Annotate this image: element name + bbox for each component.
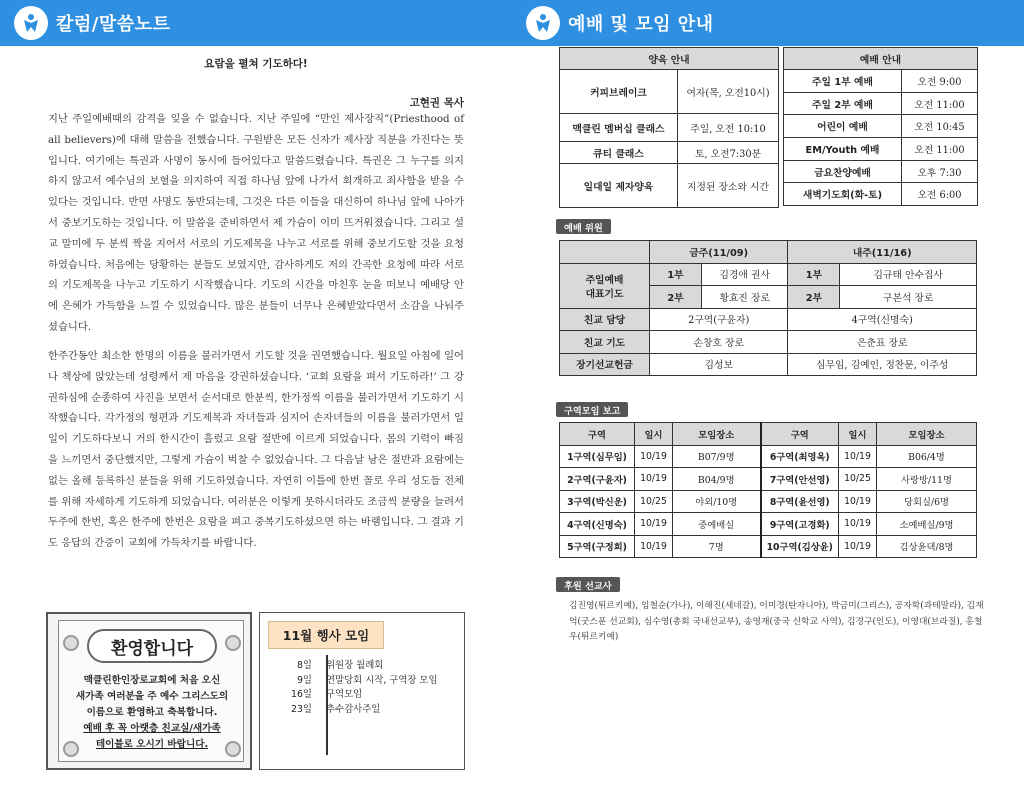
district-date: 10/19 — [635, 513, 673, 536]
welcome-message — [63, 673, 241, 753]
table-row — [560, 308, 977, 331]
column-paragraph-1: 지난 주일예배때의 감격을 잊을 수 없습니다. 지난 주일에 “만인 제사장직”(Priesthood of all believers)에 대해 말씀을 전했습니다. 구원받은 모든 신자가 제사장 직분을 가진다는 뜻입니다. 여기에는 특권과 사명이 동시에 들어있다고 말씀드렸습니다. 특권은 그 누구를 의지하지 않고서 예수님의 보혈을 의지하여 직접 하나님 앞에 나가서 회개하고 죄사함을 받을 수 있다는 것입니다. 반면 사명도 동반되는데, 그것은 다른 이들을 대신하여 하나님 앞에 나아가서 중보기도하는 것입니다. 이 말씀을 준비하면서 제 가슴이 이미 뜨거워졌습니다. 그리고 설교 말미에 두 분씩 짝을 지어서 서로의 기도제목을 나누고 서로를 위해 중보기도할 것을 요청하였습니다. 처음에는 당황하는 분들도 보였지만, 감사하게도 저의 간곡한 요청에 따라 서로의 기도제목을 나누고 기도하기 시작했습니다. 기도의 시간을 마친후 눈을 떠보니 예배당 안에 은혜가 가득함을 느낄 수 있었습니다. 많은 분들이 너무나 은혜받았다면서 소감을 나눠주셨습니다. — [48, 113, 464, 333]
table-row — [784, 138, 978, 161]
right-header — [512, 0, 1024, 46]
committee-fprayer-next: 은춘표 장로 — [788, 331, 977, 354]
table-row — [560, 114, 779, 142]
nurture-table — [559, 47, 779, 208]
event-name: 구역모임 — [326, 689, 363, 700]
committee-prayer-label-line: 주일예배 — [585, 274, 624, 286]
district-place: 야외/10명 — [673, 490, 761, 513]
events-title: 11월 행사 모임 — [268, 621, 384, 649]
worship-time: 오전 10:45 — [902, 115, 978, 138]
committee-mission-label: 장기선교헌금 — [560, 353, 650, 376]
district-area: 3구역(박신운) — [560, 490, 635, 513]
right-header-title: 예배 및 모임 안내 — [568, 14, 714, 35]
table-row — [560, 490, 977, 513]
nurture-when: 여자(목, 오전10시) — [678, 70, 779, 114]
committee-svc: 2부 — [650, 286, 702, 309]
district-date: 10/25 — [635, 490, 673, 513]
district-place: 소예배실/9명 — [877, 513, 977, 536]
events-list — [278, 659, 458, 717]
nurture-name: 큐티 클래스 — [560, 142, 678, 164]
worship-name: 주일 2부 예배 — [784, 92, 902, 115]
worship-time: 오전 11:00 — [902, 92, 978, 115]
committee-table — [559, 240, 977, 376]
district-place: 김상윤댁/8명 — [877, 535, 977, 558]
committee-prayer-label — [560, 263, 650, 308]
committee-corner — [560, 241, 650, 264]
committee-svc: 1부 — [788, 263, 840, 286]
nurture-when: 토, 오전7:30분 — [678, 142, 779, 164]
worship-name: 새벽기도회(화-토) — [784, 183, 902, 206]
table-row — [560, 164, 779, 208]
district-place: 당회실/6명 — [877, 490, 977, 513]
district-date: 10/19 — [839, 513, 877, 536]
nurture-name: 맥클린 멤버십 클래스 — [560, 114, 678, 142]
table-row — [560, 241, 977, 264]
district-date: 10/19 — [635, 445, 673, 468]
table-row — [784, 183, 978, 206]
event-date: 8일 — [296, 660, 312, 671]
district-area: 1구역(심무임) — [560, 445, 635, 468]
welcome-line: 테이블로 오시기 바랍니다. — [95, 739, 209, 750]
welcome-title: 환영합니다 — [110, 638, 194, 659]
district-date: 10/19 — [635, 535, 673, 558]
event-item — [278, 688, 458, 703]
worship-name: 금요찬양예배 — [784, 160, 902, 183]
committee-this-1: 김경애 권사 — [702, 263, 788, 286]
missionaries-list: 김진영(튀르키예), 임철순(가나), 이해진(세네갈), 이미경(탄자니아), 박금미(그리스), 공자학(과테말라), 김재억(굿스푼 선교회), 심수영(총회 국내선교부), 송영재(중국 신학교 사역), 김경구(인도), 이영대(브라질), 홍철우(튀르키예) — [569, 601, 984, 642]
committee-svc: 1부 — [650, 263, 702, 286]
committee-next-week: 내주(11/16) — [788, 241, 977, 264]
table-row — [560, 70, 779, 114]
event-item — [278, 703, 458, 718]
worship-name: 주일 1부 예배 — [784, 70, 902, 93]
district-place: 7명 — [673, 535, 761, 558]
welcome-box — [46, 612, 252, 770]
district-area: 9구역(고경화) — [761, 513, 839, 536]
event-name: 연말당회 시작, 구역장 모임 — [326, 674, 438, 686]
nurture-when: 지정된 장소와 시간 — [678, 164, 779, 208]
committee-this-week: 금주(11/09) — [650, 241, 788, 264]
table-row — [560, 513, 977, 536]
event-name: 위원장 월례회 — [326, 660, 384, 671]
district-area: 5구역(구정희) — [560, 535, 635, 558]
district-place: B06/4명 — [877, 445, 977, 468]
committee-fellowship-label: 친교 담당 — [560, 308, 650, 331]
left-header-title: 칼럼/말씀노트 — [56, 14, 171, 35]
committee-fprayer-label: 친교 기도 — [560, 331, 650, 354]
church-logo-icon — [14, 6, 48, 40]
flower-icon — [63, 635, 79, 651]
worship-header: 예배 안내 — [784, 48, 978, 70]
column-author: 고현권 목사 — [409, 97, 464, 109]
committee-prayer-label-line: 대표기도 — [585, 288, 624, 300]
nurture-when: 주일, 오전 10:10 — [678, 114, 779, 142]
district-head-date: 일시 — [635, 423, 673, 446]
church-logo-icon — [526, 6, 560, 40]
welcome-line: 이름으로 환영하고 축복합니다. — [86, 707, 218, 718]
table-row — [560, 331, 977, 354]
district-head-place: 모임장소 — [673, 423, 761, 446]
column-paragraph-2: 한주간동안 최소한 한명의 이름을 불러가면서 기도할 것을 권면했습니다. 월요일 아침에 일어나 책상에 앉았는데 성령께서 제 마음을 강권하셨습니다. ‘교회 요람을 펴서 기도하라!’ 그 강권하심에 순종하여 사진을 보면서 순서대로 한분씩, 한가정씩 이름을 불러가면서 기도하기 시작했습니다. 각가정의 형편과 기도제목과 자녀들과 심지어 손자녀들의 이름을 불러가면서 일일이 기도하다보니 거의 한시간이 흘렀고 요람 절반에 이르게 되었습니다. 몸의 기력이 빠짐을 느끼면서 중단했지만, 그렇게 가슴이 벅찰 수 없었습니다. 그 다음날 남은 절반과 요람에는 없는 올해 등록하신 분들을 위해 기도하였습니다. 자연히 이틀에 한번 꼴로 우리 성도들 전체를 위해 자세하게 기도하게 되었습니다. 여러분은 이렇게 못하시더라도 조금씩 분량을 늘려서 두주에 한번, 혹은 한주에 한번은 요람을 펴고 중복기도하셨으면 하는 바램입니다. 그 결과 기도 응답의 간증이 교회에 가득차기를 바랍니다. — [48, 350, 464, 550]
district-place: 사랑방/11명 — [877, 468, 977, 491]
district-area: 4구역(신명숙) — [560, 513, 635, 536]
table-row — [560, 263, 977, 286]
district-date: 10/19 — [635, 468, 673, 491]
district-area: 6구역(최영옥) — [761, 445, 839, 468]
worship-name: 어린이 예배 — [784, 115, 902, 138]
nurture-name: 커피브레이크 — [560, 70, 678, 114]
welcome-inner — [58, 620, 244, 762]
district-place: B04/9명 — [673, 468, 761, 491]
worship-time: 오전 9:00 — [902, 70, 978, 93]
district-area: 2구역(구윤자) — [560, 468, 635, 491]
table-row — [784, 92, 978, 115]
event-date: 23일 — [291, 703, 312, 715]
committee-mission-this: 김성보 — [650, 353, 788, 376]
event-item — [278, 659, 458, 674]
committee-fellowship-next: 4구역(신명숙) — [788, 308, 977, 331]
event-name: 추수감사주일 — [326, 703, 381, 715]
district-date: 10/19 — [839, 445, 877, 468]
worship-time: 오후 7:30 — [902, 160, 978, 183]
table-row — [784, 160, 978, 183]
committee-fprayer-this: 손창호 장로 — [650, 331, 788, 354]
welcome-line: 예배 후 꼭 아랫층 친교실/새가족 — [83, 723, 221, 734]
table-row — [560, 445, 977, 468]
committee-tag: 예배 위원 — [556, 219, 611, 234]
column-title: 요람을 펼쳐 기도하다! — [204, 58, 308, 70]
district-area: 10구역(김상윤) — [761, 535, 839, 558]
events-box — [259, 612, 465, 770]
worship-time: 오전 11:00 — [902, 138, 978, 161]
table-row — [784, 70, 978, 93]
committee-fellowship-this: 2구역(구윤자) — [650, 308, 788, 331]
flower-icon — [225, 635, 241, 651]
district-head-date: 일시 — [839, 423, 877, 446]
table-row — [784, 115, 978, 138]
district-place: 중예배실 — [673, 513, 761, 536]
table-row — [560, 423, 977, 446]
missionaries-tag: 후원 선교사 — [556, 577, 620, 592]
nurture-name: 일대일 제자양육 — [560, 164, 678, 208]
left-header — [0, 0, 512, 46]
district-date: 10/19 — [839, 490, 877, 513]
table-row — [560, 48, 779, 70]
district-area: 8구역(윤선영) — [761, 490, 839, 513]
district-tag: 구역모임 보고 — [556, 402, 628, 417]
district-head-place: 모임장소 — [877, 423, 977, 446]
district-date: 10/19 — [839, 535, 877, 558]
table-row — [560, 468, 977, 491]
district-head-area: 구역 — [560, 423, 635, 446]
worship-name: EM/Youth 예배 — [784, 138, 902, 161]
welcome-line: 맥클린한인장로교회에 처음 오신 — [83, 675, 221, 686]
nurture-header: 양육 안내 — [560, 48, 779, 70]
committee-svc: 2부 — [788, 286, 840, 309]
district-area: 7구역(안선영) — [761, 468, 839, 491]
event-date: 16일 — [291, 689, 312, 700]
worship-table — [783, 47, 978, 206]
district-date: 10/25 — [839, 468, 877, 491]
committee-next-2: 구본석 장로 — [840, 286, 977, 309]
district-table — [559, 422, 977, 558]
welcome-line: 새가족 여러분을 주 예수 그리스도의 — [75, 691, 229, 702]
committee-this-2: 황효진 장로 — [702, 286, 788, 309]
table-row — [560, 353, 977, 376]
district-place: B07/9명 — [673, 445, 761, 468]
table-row — [560, 535, 977, 558]
event-date: 9일 — [296, 674, 312, 686]
event-item — [278, 674, 458, 689]
worship-time: 오전 6:00 — [902, 183, 978, 206]
committee-next-1: 김규태 안수집사 — [840, 263, 977, 286]
table-row — [560, 142, 779, 164]
committee-mission-next: 심무임, 김예인, 정찬문, 이주성 — [788, 353, 977, 376]
welcome-bubble — [87, 629, 217, 663]
district-head-area: 구역 — [761, 423, 839, 446]
table-row — [784, 48, 978, 70]
